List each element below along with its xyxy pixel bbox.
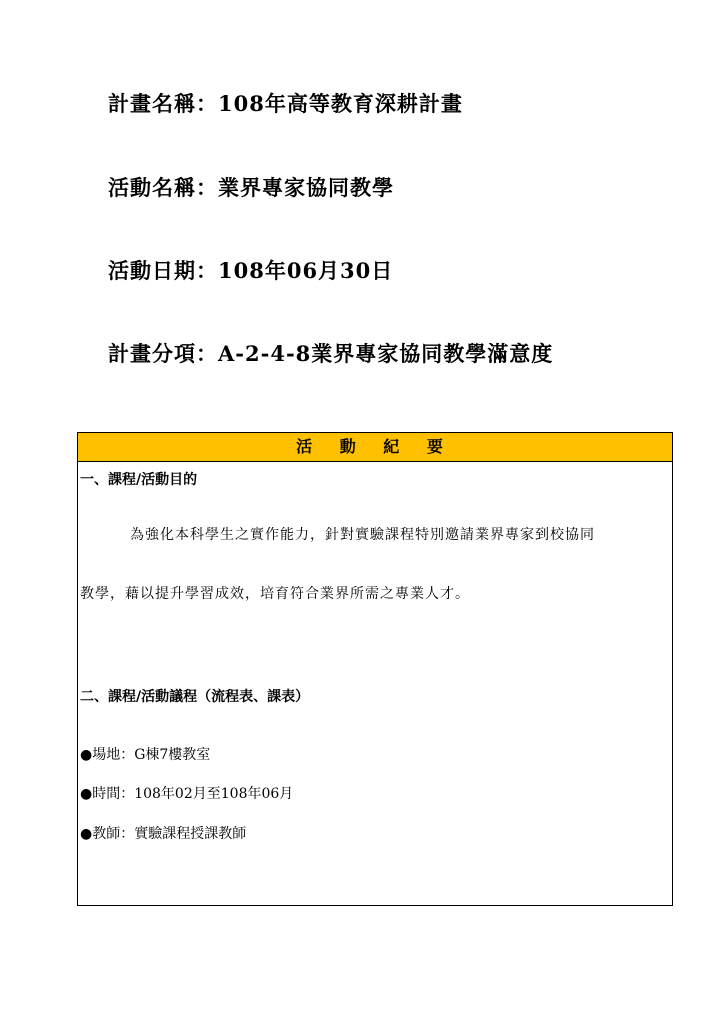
agenda-teacher: ●教師：實驗課程授課教師 — [80, 826, 247, 842]
plan-item: 計畫分項：A-2-4-8業界專家協同教學滿意度 — [108, 341, 554, 366]
activity-date: 活動日期：108年06月30日 — [108, 258, 394, 283]
activity-summary-box — [77, 432, 673, 906]
activity-name: 活動名稱：業界專家協同教學 — [108, 175, 394, 200]
purpose-paragraph-line2: 教學，藉以提升學習成效，培育符合業界所需之專業人才。 — [80, 586, 470, 602]
purpose-paragraph-line1: 為強化本科學生之實作能力，針對實驗課程特別邀請業界專家到校協同 — [130, 527, 595, 543]
agenda-time: ●時間：108年02月至108年06月 — [80, 786, 294, 802]
plan-name: 計畫名稱：108年高等教育深耕計畫 — [108, 91, 463, 116]
summary-box-title: 活 動 紀 要 — [78, 433, 672, 462]
agenda-venue: ●場地：G棟7樓教室 — [80, 747, 211, 763]
section-purpose-heading: 一、課程/活動目的 — [80, 472, 198, 488]
section-agenda-heading: 二、課程/活動議程（流程表、課表） — [80, 689, 310, 705]
